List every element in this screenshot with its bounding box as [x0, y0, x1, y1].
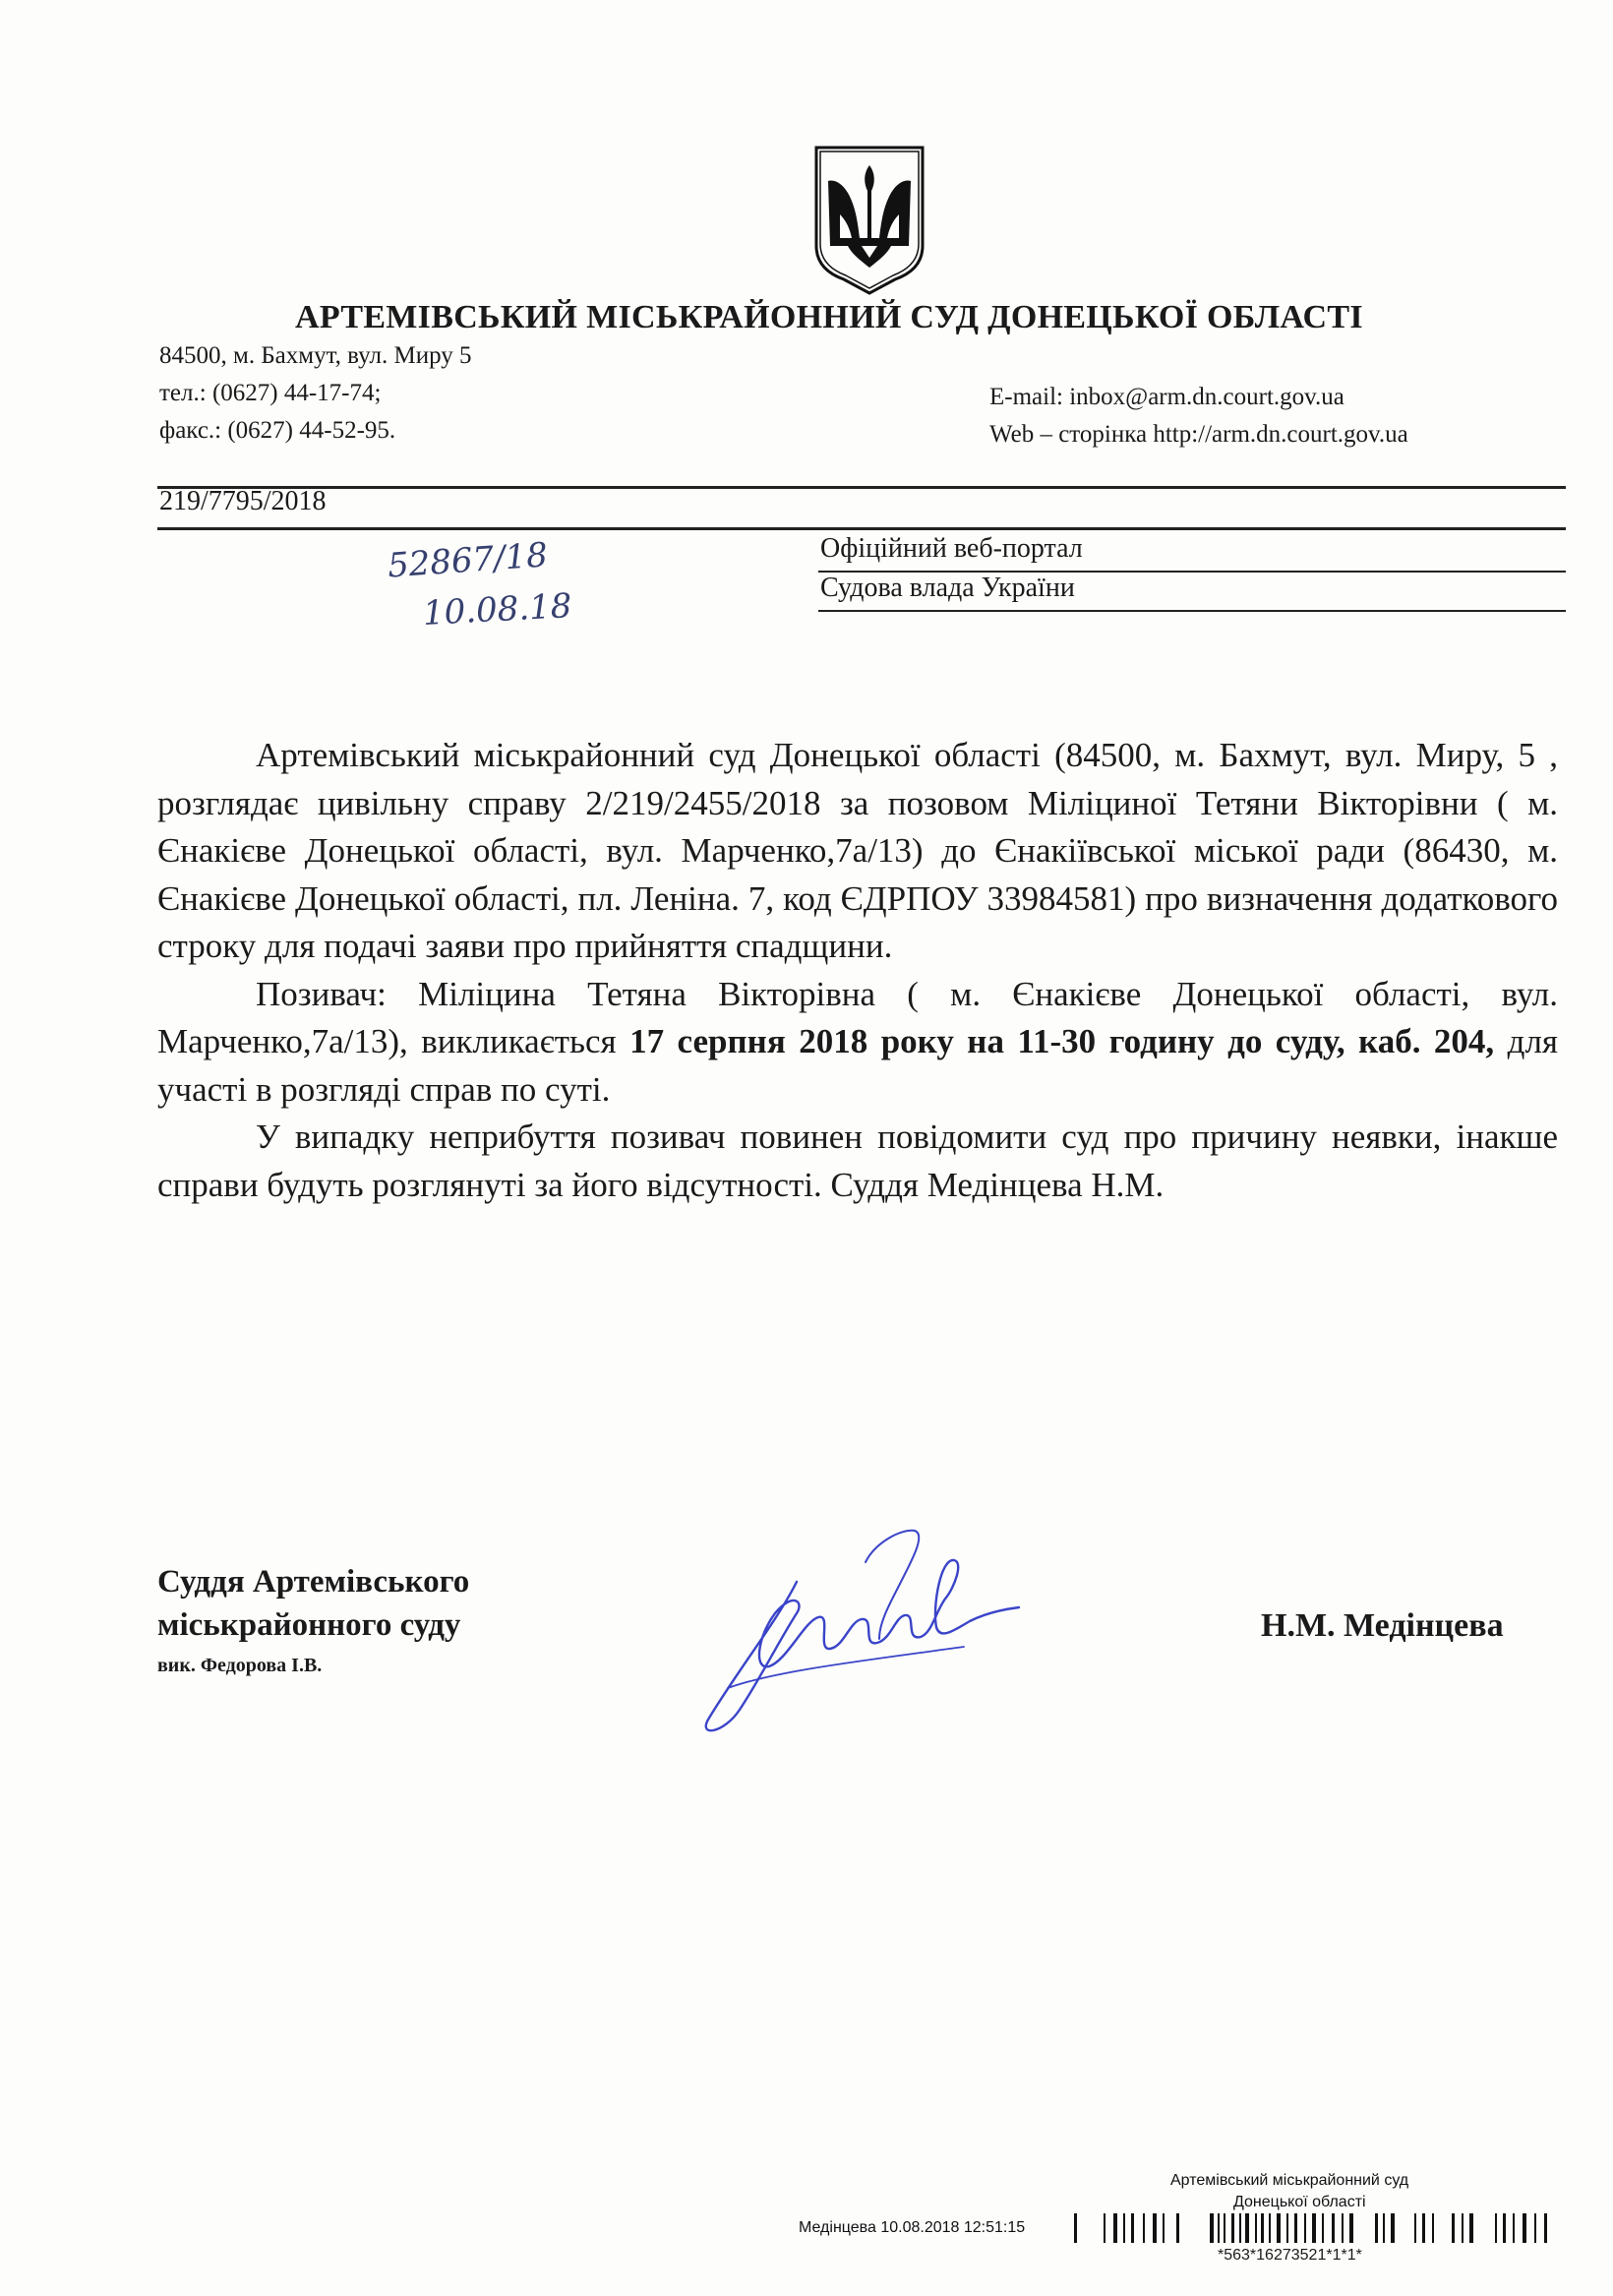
court-website: Web – сторінка http://arm.dn.court.gov.ua: [989, 421, 1408, 448]
header-rule-bottom: [157, 527, 1566, 530]
court-address: 84500, м. Бахмут, вул. Миру 5: [159, 342, 472, 369]
case-reference-number: 219/7795/2018: [159, 486, 327, 516]
recipient-line-2: Судова влада України: [820, 573, 1075, 603]
judge-name: Н.М. Медінцева: [1261, 1607, 1504, 1644]
letter-body: [157, 732, 1558, 1209]
paragraph-absence-warning: У випадку неприбуття позивач повинен повідомити суд про причину неявки, інакше справи будуть розглянуті за його відсутності. Суддя Медінцева Н.М.: [157, 1118, 1558, 1204]
barcode-number: *563*16273521*1*1*: [1218, 2247, 1362, 2264]
header-rule-top: [157, 486, 1566, 489]
court-email: E-mail: inbox@arm.dn.court.gov.ua: [989, 384, 1344, 410]
handwritten-registration-number: 52867/18: [386, 535, 550, 586]
recipient-rule-2: [818, 610, 1566, 612]
summons-date-time: 17 серпня 2018 року на 11-30 годину до суду, каб. 204,: [629, 1022, 1495, 1060]
summons-text-start: Позивач: Міліцина Тетяна Вікторівна ( м. Єнакієве Донецької області, вул. Марченко,7а/13), викликається: [157, 974, 1558, 1060]
coat-of-arms-icon: [812, 144, 926, 297]
paragraph-summons: [157, 971, 1558, 1115]
stamp-court-name: Артемівський міськрайонний суд: [1170, 2172, 1409, 2189]
executor-name: вик. Федорова І.В.: [157, 1655, 323, 1676]
handwritten-signature: [669, 1523, 1023, 1749]
stamp-region: Донецької області: [1233, 2194, 1366, 2210]
recipient-line-1: Офіційний веб-портал: [820, 533, 1083, 564]
court-name-heading: АРТЕМІВСЬКИЙ МІСЬКРАЙОННИЙ СУД ДОНЕЦЬКОЇ ОБЛАСТІ: [295, 299, 1363, 335]
paragraph-case-description: Артемівський міськрайонний суд Донецької області (84500, м. Бахмут, вул. Миру, 5 , розглядає цивільну справу 2/219/2455/2018 за позовом Міліциної Тетяни Вікторівни ( м. Єнакієве Донецької області, вул. Марченко,7а/13) до Єнакіївської міської ради (86430, м. Єнакієве Донецької області, пл. Леніна. 7, код ЄДРПОУ 33984581) про визначення додаткового строку для подачі заяви про прийняття спадщини.: [157, 736, 1558, 965]
court-fax: факс.: (0627) 44-52-95.: [159, 417, 396, 444]
electronic-signature-stamp: Медінцева 10.08.2018 12:51:15: [799, 2219, 1026, 2236]
signature-title-line-2: міськрайонного суду: [157, 1607, 461, 1643]
summons-text-end: для участі в розгляді справ по суті.: [157, 1022, 1559, 1109]
barcode-icon: [1074, 2213, 1554, 2247]
court-phone: тел.: (0627) 44-17-74;: [159, 380, 382, 406]
signature-title-line-1: Суддя Артемівського: [157, 1564, 470, 1600]
handwritten-registration-date: 10.08.18: [422, 586, 573, 634]
